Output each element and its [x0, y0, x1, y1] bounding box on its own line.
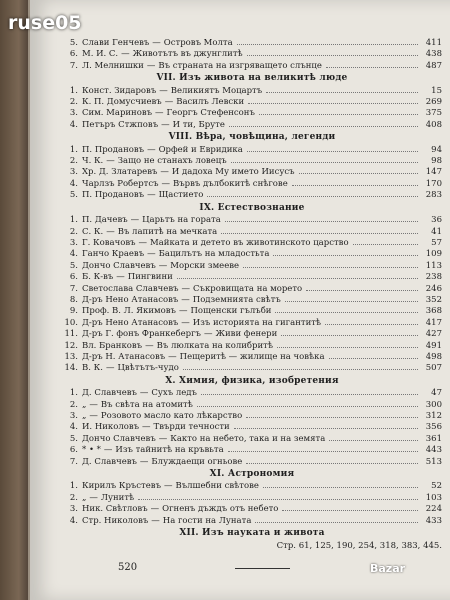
leader-dots [353, 244, 418, 245]
leader-dots [292, 185, 418, 186]
toc-entry [62, 156, 442, 167]
toc-entry [62, 284, 442, 295]
entry-separator: — [150, 504, 160, 515]
leader-dots [197, 406, 418, 407]
toc-entry [62, 341, 442, 352]
entry-number: 4. [69, 119, 78, 130]
entry-separator: — [130, 215, 140, 226]
section-heading: VIII. Вѣра, човѣщина, легенди [168, 132, 336, 143]
toc-entry [62, 434, 442, 445]
leader-dots [255, 522, 418, 523]
entry-separator: — [164, 97, 174, 108]
toc-entry [62, 272, 442, 283]
toc-entry [62, 97, 442, 108]
entry-number: 1. [69, 85, 78, 96]
entry-separator: — [161, 119, 170, 130]
entry-page: 507 [425, 363, 442, 374]
leader-dots [266, 92, 418, 93]
entry-title: На гости на Луната [162, 515, 252, 526]
leader-dots [248, 103, 418, 104]
toc-entry [62, 422, 442, 433]
toc-entry [62, 261, 442, 272]
entry-separator: — [181, 294, 190, 305]
entry-title: Огненъ дъждъ отъ небето [162, 504, 279, 515]
entry-page: 170 [425, 178, 442, 189]
entry-page: 98 [431, 156, 442, 167]
toc-entry [62, 179, 442, 190]
leader-dots [326, 67, 418, 68]
entry-title: Изъ историята на гигантитѣ [192, 317, 322, 328]
toc-entry [62, 238, 442, 249]
toc-entry [62, 190, 442, 201]
entry-number: 1. [69, 144, 78, 155]
entry-number: 10. [64, 317, 78, 328]
toc-entry [62, 411, 442, 422]
entry-separator: — [106, 226, 115, 237]
toc-entry [62, 388, 442, 399]
entry-author: П. Дачевъ [82, 215, 128, 226]
toc-entry [62, 167, 442, 178]
entry-page: 36 [431, 215, 442, 226]
leader-dots [306, 290, 418, 291]
entry-number: 3. [69, 504, 78, 515]
entry-page: 443 [425, 445, 442, 456]
toc-entry [62, 38, 442, 49]
entry-separator: — [89, 411, 98, 421]
entry-page: 283 [425, 190, 442, 201]
leader-dots [299, 173, 419, 174]
entry-author: Сим. Мариновъ [82, 108, 153, 119]
entry-number: 12. [64, 340, 78, 351]
entry-separator: — [121, 49, 130, 60]
entry-title: Островъ Молта [163, 38, 233, 48]
entry-page: 52 [431, 481, 442, 492]
entry-number: 1. [69, 388, 78, 399]
entry-title: И ти, Бруте [172, 119, 225, 130]
leader-dots [221, 233, 418, 234]
entry-separator: — [147, 190, 156, 201]
entry-number: 5. [69, 38, 78, 48]
entry-title: Бацилътъ на младостьта [158, 249, 270, 260]
toc-entry [62, 493, 442, 504]
entry-separator: — [116, 272, 125, 283]
leader-dots [225, 221, 418, 222]
entry-number: 7. [69, 283, 78, 294]
entry-page: 361 [425, 433, 442, 444]
entry-number: 5. [69, 260, 78, 271]
toc-entry [62, 516, 442, 527]
entry-number: 2. [69, 226, 78, 237]
entry-author: М. И. С. [82, 49, 119, 60]
entry-title: Въ люлката на колибритѣ [156, 340, 273, 351]
leader-dots [138, 499, 418, 500]
entry-separator: — [89, 492, 98, 503]
toc-entry [62, 329, 442, 340]
leader-dots [246, 463, 418, 464]
entry-author: Д-ръ Н. Атанасовъ [82, 351, 166, 362]
entry-number: 4. [69, 178, 78, 189]
entry-title: Блуждаещи огньове [151, 456, 243, 467]
entry-page: 147 [425, 167, 442, 178]
entry-separator: — [139, 456, 149, 467]
toc-entry [62, 227, 442, 238]
leader-dots [329, 358, 418, 359]
entry-number: 9. [69, 306, 78, 317]
entry-page: 300 [425, 399, 442, 410]
entry-author: * • * [82, 445, 101, 456]
entry-page: 356 [425, 422, 442, 433]
leader-dots [237, 44, 418, 45]
entry-page: 109 [425, 249, 442, 260]
toc-entry [62, 306, 442, 317]
entry-title: Животътъ въ джунглитѣ [132, 49, 243, 60]
table-of-contents [62, 38, 442, 553]
entry-author: С. К. [82, 226, 104, 237]
toc-entry [62, 481, 442, 492]
entry-page: 57 [431, 237, 442, 248]
entry-separator: — [203, 329, 213, 340]
entry-separator: — [178, 306, 188, 317]
entry-title: Георгъ Стефенсонъ [166, 108, 255, 119]
entry-title: Пингвини [127, 272, 173, 283]
leader-dots [329, 440, 418, 441]
entry-page: 312 [425, 411, 442, 421]
entry-page: 411 [425, 38, 442, 48]
entry-separator: — [152, 38, 161, 48]
leader-dots [277, 347, 418, 348]
entry-separator: — [151, 515, 160, 526]
entry-title: Пощенски гълъби [190, 306, 272, 317]
section-footnote: Стр. 61, 125, 190, 254, 318, 383, 445. [276, 541, 442, 552]
entry-page: 113 [425, 260, 442, 271]
entry-title: Въ страната на изгряващето слънце [158, 60, 322, 71]
entry-separator: — [147, 249, 156, 260]
entry-title: Въ лапитѣ на мечката [117, 226, 218, 237]
leader-dots [229, 126, 418, 127]
toc-entry [62, 120, 442, 131]
toc-entry [62, 457, 442, 468]
entry-author: Л. Мелнишки [82, 60, 144, 71]
entry-separator: — [160, 167, 169, 178]
brand-logo [370, 562, 440, 592]
page-number: 520 [118, 562, 138, 573]
entry-page: 94 [431, 144, 442, 155]
entry-number: 14. [64, 363, 78, 374]
entry-separator: — [145, 340, 154, 351]
toc-entry [62, 145, 442, 156]
entry-author: Хр. Д. Златаревъ [82, 167, 158, 178]
watermark: ruse05 [8, 12, 82, 34]
entry-page: 513 [425, 456, 442, 467]
entry-author: Петъръ Стжповъ [82, 119, 159, 130]
entry-separator: — [105, 363, 115, 374]
entry-author: Ганчо Краевъ [82, 249, 145, 260]
entry-title: Сухъ ледъ [151, 388, 197, 399]
toc-entry [62, 400, 442, 411]
entry-separator: — [158, 433, 168, 444]
entry-author: „ [82, 492, 87, 503]
entry-page: 238 [425, 272, 442, 283]
toc-entry [62, 49, 442, 60]
entry-page: 368 [425, 306, 442, 317]
entry-separator: — [106, 156, 115, 167]
leader-dots [263, 487, 418, 488]
entry-title: Морски змееве [170, 260, 240, 271]
entry-number: 5. [69, 433, 78, 444]
entry-separator: — [181, 317, 190, 328]
entry-title: Подземнията свѣтъ [192, 294, 281, 305]
entry-title: Живи фенери [215, 329, 278, 340]
entry-author: Б. К-въ [82, 272, 114, 283]
entry-author: Ник. Свѣтловъ [82, 504, 148, 515]
entry-number: 2. [69, 492, 78, 503]
entry-separator: — [168, 351, 177, 362]
entry-separator: — [161, 178, 171, 189]
entry-title: Защо не станахъ ловецъ [117, 156, 227, 167]
entry-title: Твърди течности [153, 422, 230, 433]
entry-page: 224 [425, 504, 442, 515]
entry-page: 15 [431, 85, 442, 96]
toc-entry [62, 352, 442, 363]
leader-dots [246, 417, 418, 418]
leader-dots [275, 312, 418, 313]
entry-number: 3. [69, 237, 78, 248]
entry-page: 103 [425, 492, 442, 503]
entry-title: Пещеритѣ — жилище на човѣка [179, 351, 325, 362]
entry-title: Майката и детето въ животинското царство [150, 237, 349, 248]
entry-title: И дадоха Му името Иисусъ [171, 167, 295, 178]
leader-dots [201, 394, 418, 395]
entry-title: Въ свѣта на атомитѣ [100, 399, 193, 410]
entry-title: Щастието [158, 190, 204, 201]
entry-author: Д-ръ Нено Атанасовъ [82, 294, 179, 305]
section-heading: XII. Изъ науката и живота [179, 528, 325, 539]
entry-number: 1. [69, 215, 78, 226]
entry-number: 11. [64, 329, 78, 340]
entry-author: Д. Славчевъ [82, 456, 137, 467]
leader-dots [259, 114, 418, 115]
entry-page: 352 [425, 294, 442, 305]
toc-entry [62, 295, 442, 306]
entry-page: 47 [431, 388, 442, 399]
entry-author: В. К. [82, 363, 103, 374]
toc-entry [62, 318, 442, 329]
entry-title: Великиятъ Моцартъ [170, 85, 263, 96]
leader-dots [281, 335, 418, 336]
entry-author: Конст. Зидаровъ [82, 85, 157, 96]
entry-title: Орфей и Евридика [158, 144, 243, 155]
toc-entry [62, 249, 442, 260]
entry-author: И. Николовъ [82, 422, 140, 433]
entry-separator: — [103, 445, 113, 456]
leader-dots [207, 196, 418, 197]
entry-number: 1. [69, 481, 78, 492]
entry-author: Кирилъ Кръстевъ [82, 481, 161, 492]
entry-author: Д. Славчевъ [82, 388, 137, 399]
section-heading: X. Химия, физика, изобретения [165, 375, 339, 386]
entry-title: Изъ тайнитѣ на кръвьта [115, 445, 224, 456]
entry-number: 5. [69, 190, 78, 201]
entry-number: 6. [69, 445, 78, 456]
entry-author: Г. Ковачовъ [82, 237, 136, 248]
leader-dots [177, 278, 418, 279]
entry-number: 4. [69, 249, 78, 260]
entry-separator: — [147, 144, 156, 155]
entry-page: 427 [425, 329, 442, 340]
entry-author: Слави Генчевъ [82, 38, 150, 48]
section-heading: VII. Изъ живота на великитѣ люде [156, 73, 348, 84]
entry-author: Вл. Бранковъ [82, 340, 143, 351]
leader-dots [273, 255, 418, 256]
entry-title: Цвѣтътъ-чудо [117, 363, 179, 374]
leader-dots [243, 267, 418, 268]
entry-number: 2. [69, 399, 78, 410]
entry-title: Царьтъ на гората [142, 215, 221, 226]
toc-entry [62, 215, 442, 226]
entry-author: Светослава Славчевъ [82, 283, 179, 294]
entry-author: Чарлзъ Робертсъ [82, 178, 159, 189]
entry-number: 7. [69, 60, 78, 71]
entry-author: К. П. Домусчиевъ [82, 97, 162, 108]
leader-dots [247, 55, 418, 56]
leader-dots [325, 324, 418, 325]
entry-separator: — [155, 108, 164, 119]
book-page [28, 0, 450, 600]
entry-author: Ч. К. [82, 156, 104, 167]
entry-number: 4. [69, 422, 78, 433]
entry-page: 487 [425, 60, 442, 71]
entry-separator: — [139, 388, 149, 399]
entry-author: П. Продановъ [82, 144, 145, 155]
entry-separator: — [158, 260, 168, 271]
entry-title: Василъ Левски [176, 97, 245, 108]
entry-title: Вървъ дълбокитѣ снѣгове [173, 178, 288, 189]
toc-entry [62, 86, 442, 97]
entry-author: „ [82, 399, 87, 410]
toc-entry [62, 504, 442, 515]
entry-page: 41 [431, 226, 442, 237]
entry-author: Дончо Славчевъ [82, 433, 156, 444]
entry-page: 491 [425, 340, 442, 351]
toc-entry [62, 108, 442, 119]
entry-separator: — [146, 60, 156, 71]
entry-number: 13. [64, 351, 78, 362]
entry-separator: — [181, 283, 191, 294]
entry-author: „ [82, 411, 87, 421]
entry-number: 3. [69, 411, 78, 421]
entry-number: 3. [69, 167, 78, 178]
toc-entry [62, 445, 442, 456]
logo-text: Bazar [370, 562, 406, 575]
entry-separator: — [163, 481, 173, 492]
entry-title: Вълшебни свѣтове [175, 481, 259, 492]
entry-number: 6. [69, 272, 78, 283]
toc-entry [62, 61, 442, 72]
entry-page: 417 [425, 317, 442, 328]
entry-title: Съкровищата на морето [193, 283, 303, 294]
entry-page: 269 [425, 97, 442, 108]
entry-separator: — [138, 237, 148, 248]
section-heading: IX. Естествознание [199, 202, 305, 213]
leader-dots [282, 510, 418, 511]
leader-dots [285, 301, 418, 302]
entry-page: 438 [425, 49, 442, 60]
entry-separator: — [142, 422, 151, 433]
entry-author: Дончо Славчевъ [82, 260, 156, 271]
leader-dots [247, 151, 418, 152]
entry-number: 6. [69, 49, 78, 60]
entry-number: 3. [69, 108, 78, 119]
entry-number: 4. [69, 515, 78, 526]
entry-author: Проф. В. Л. Якимовъ [82, 306, 176, 317]
leader-dots [234, 428, 418, 429]
entry-author: Стр. Николовъ [82, 515, 149, 526]
entry-author: Д-ръ Нено Атанасовъ [82, 317, 179, 328]
entry-author: П. Продановъ [82, 190, 145, 201]
footer-rule [235, 568, 290, 569]
entry-separator: — [89, 399, 98, 410]
entry-page: 375 [425, 108, 442, 119]
leader-dots [228, 451, 418, 452]
leader-dots [183, 369, 418, 370]
entry-title: Както на небето, така и на земята [170, 433, 326, 444]
entry-page: 246 [425, 283, 442, 294]
entry-title: Лунитѣ [100, 492, 135, 503]
section-heading: XI. Астрономия [209, 469, 295, 480]
entry-number: 2. [69, 97, 78, 108]
entry-author: Д-ръ Г. фонъ Франкебергъ [82, 329, 201, 340]
entry-title: Розовото масло като лѣкарство [100, 411, 243, 421]
entry-page: 408 [425, 119, 442, 130]
entry-number: 8. [69, 294, 78, 305]
entry-page: 498 [425, 351, 442, 362]
entry-number: 2. [69, 156, 78, 167]
entry-separator: — [159, 85, 168, 96]
toc-entry [62, 363, 442, 374]
entry-page: 433 [425, 515, 442, 526]
entry-number: 7. [69, 456, 78, 467]
leader-dots [231, 162, 418, 163]
